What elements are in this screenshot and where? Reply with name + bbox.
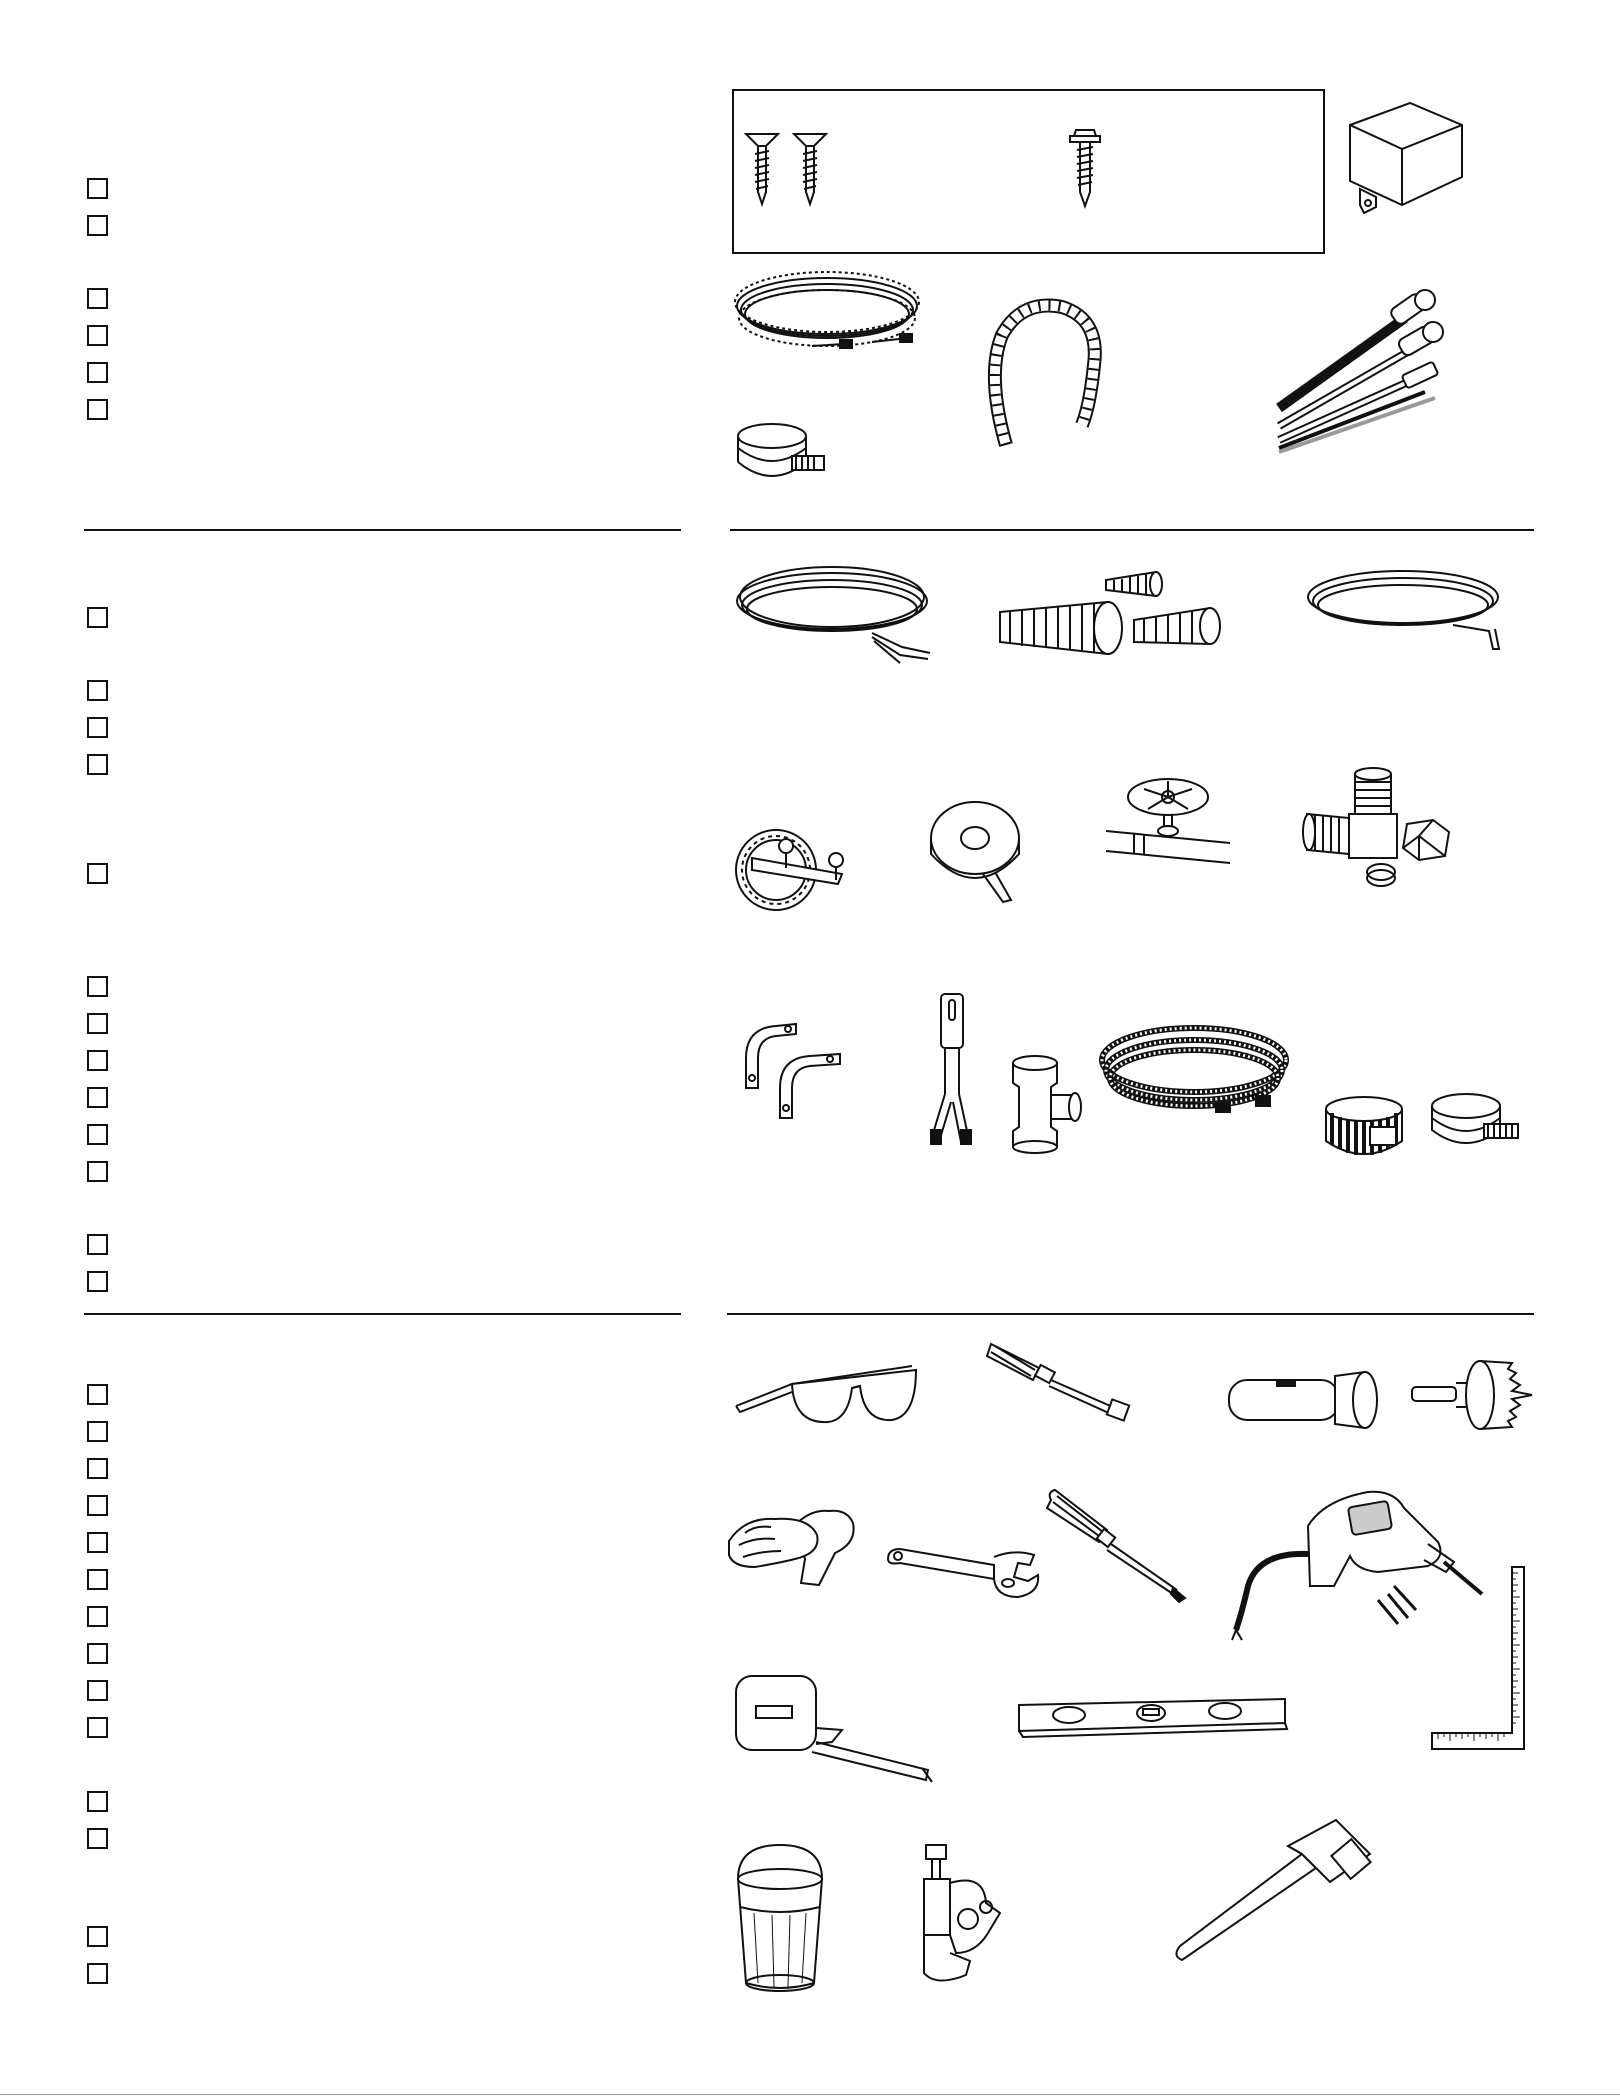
- gloves-icon: [725, 1503, 860, 1593]
- checkbox[interactable]: [87, 1271, 108, 1292]
- tape-roll-icon: [923, 798, 1028, 908]
- screw-clamp-icon: [1426, 1088, 1522, 1163]
- checkbox[interactable]: [87, 976, 108, 997]
- checkbox[interactable]: [87, 1606, 108, 1627]
- tape-measure-icon: [732, 1670, 937, 1785]
- level-icon: [1015, 1693, 1290, 1743]
- checkbox[interactable]: [87, 1643, 108, 1664]
- checkbox[interactable]: [87, 362, 108, 383]
- checkbox[interactable]: [87, 215, 108, 236]
- tubing-coil-icon: [1303, 563, 1508, 653]
- checkbox[interactable]: [87, 1791, 108, 1812]
- shutoff-valve-icon: [1104, 775, 1234, 880]
- spring-clamp-icon: [1320, 1093, 1410, 1163]
- checkbox[interactable]: [87, 1926, 108, 1947]
- checkbox[interactable]: [87, 325, 108, 346]
- checkbox[interactable]: [87, 1013, 108, 1034]
- hose-clamp-icon: [732, 418, 832, 493]
- drain-hose-coil-icon: [732, 268, 932, 383]
- hole-saw-icon: [1408, 1355, 1538, 1435]
- checkbox[interactable]: [87, 1963, 108, 1984]
- corrugated-hose-icon: [1096, 1020, 1296, 1135]
- checkbox[interactable]: [87, 680, 108, 701]
- y-adapter-icon: [927, 990, 977, 1155]
- wire-nuts-icon: [996, 568, 1232, 668]
- checkbox[interactable]: [87, 1495, 108, 1516]
- checkbox[interactable]: [87, 1569, 108, 1590]
- checkbox[interactable]: [87, 1828, 108, 1849]
- checkbox[interactable]: [87, 1717, 108, 1738]
- bucket-icon: [732, 1843, 828, 1995]
- spiral-wrap-icon: [982, 295, 1107, 450]
- tubing-cutter-icon: [916, 1843, 1016, 1988]
- checkbox[interactable]: [87, 717, 108, 738]
- flashlight-icon: [1225, 1370, 1385, 1430]
- elbow-fitting-icon: [1303, 768, 1453, 893]
- electrical-cable-icon: [732, 563, 937, 668]
- checkbox[interactable]: [87, 178, 108, 199]
- checkbox[interactable]: [87, 1421, 108, 1442]
- checkbox[interactable]: [87, 1680, 108, 1701]
- checkbox[interactable]: [87, 1532, 108, 1553]
- checkbox[interactable]: [87, 1458, 108, 1479]
- pliers-icon: [1170, 1818, 1385, 1963]
- section-divider: [84, 1313, 681, 1315]
- page-footer-rule: [0, 2094, 1620, 2095]
- checkbox[interactable]: [87, 1384, 108, 1405]
- adjustable-wrench-icon: [884, 1541, 1049, 1606]
- checkbox[interactable]: [87, 863, 108, 884]
- drain-tee-icon: [1005, 1053, 1085, 1153]
- checkbox[interactable]: [87, 754, 108, 775]
- flat-head-screws-icon: [742, 130, 837, 210]
- hex-head-screw-icon: [1066, 128, 1106, 210]
- checkbox[interactable]: [87, 1087, 108, 1108]
- junction-box-icon: [1340, 95, 1470, 220]
- checkbox[interactable]: [87, 607, 108, 628]
- carpenter-square-icon: [1428, 1563, 1528, 1753]
- checkbox[interactable]: [87, 288, 108, 309]
- checkbox[interactable]: [87, 1161, 108, 1182]
- checkbox[interactable]: [87, 1050, 108, 1071]
- section-divider: [727, 1313, 1534, 1315]
- checkbox[interactable]: [87, 1124, 108, 1145]
- checkbox[interactable]: [87, 399, 108, 420]
- nut-driver-icon: [985, 1332, 1140, 1422]
- checkbox[interactable]: [87, 1234, 108, 1255]
- strain-relief-icon: [732, 818, 857, 918]
- screwdriver-icon: [1043, 1488, 1193, 1603]
- wire-leads-icon: [1275, 288, 1475, 453]
- section-divider: [84, 529, 681, 531]
- section-divider: [730, 529, 1534, 531]
- brackets-icon: [740, 1018, 855, 1128]
- safety-glasses-icon: [732, 1356, 922, 1431]
